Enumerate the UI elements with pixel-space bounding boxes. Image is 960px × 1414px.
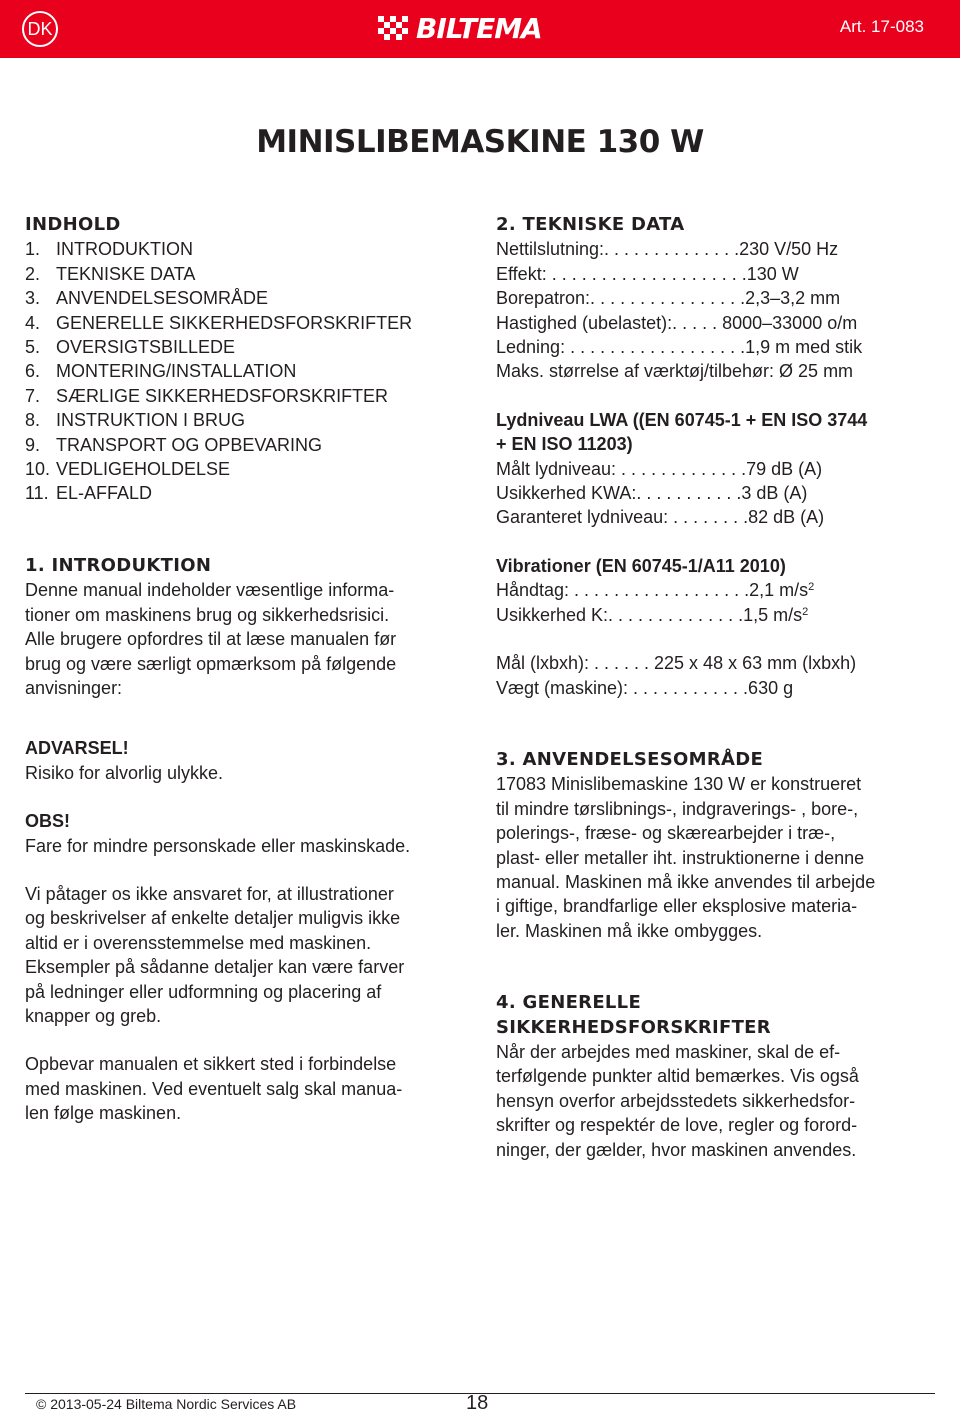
- spec-line: Borepatron:. . . . . . . . . . . . . . . .2,3–3,2 mm: [496, 288, 841, 309]
- safety-line: hensyn overfor arbejdsstedets sikkerhedsfor-: [496, 1090, 856, 1111]
- note-label: OBS!: [25, 811, 70, 832]
- logo-wordmark: BILTEMA: [416, 12, 542, 45]
- usage-line: 17083 Minislibemaskine 130 W er konstrueret: [496, 774, 862, 795]
- vibration-heading: Vibrationer (EN 60745-1/A11 2010): [496, 555, 786, 576]
- storage-line: med maskinen. Ved eventuelt salg skal manua-: [25, 1078, 403, 1099]
- toc-item-label: TEKNISKE DATA: [56, 263, 196, 284]
- vibration-uncertainty-line: [496, 603, 941, 627]
- toc-item-number: 3.: [25, 288, 41, 309]
- warning-label: ADVARSEL!: [25, 738, 129, 759]
- noise-spec-line: Målt lydniveau: . . . . . . . . . . . . .79 dB (A): [496, 458, 823, 479]
- left-column: [25, 213, 470, 1126]
- toc-item-label: INSTRUKTION I BRUG: [56, 410, 246, 431]
- noise-heading-line: Lydniveau LWA ((EN 60745-1 + EN ISO 3744: [496, 409, 868, 430]
- spec-line: Maks. størrelse af værktøj/tilbehør: Ø 25 mm: [496, 361, 854, 382]
- vibration-handle-value: Håndtag: . . . . . . . . . . . . . . . . . .2,1 m/s: [496, 580, 809, 601]
- header-bar: [0, 0, 960, 58]
- toc-item-label: INTRODUKTION: [56, 239, 193, 260]
- spec-line: Nettilslutning:. . . . . . . . . . . . . .230 V/50 Hz: [496, 239, 839, 260]
- toc-item: [25, 433, 470, 457]
- disclaimer-line: altid er i overensstemmelse med maskinen.: [25, 932, 372, 953]
- toc-item-number: 4.: [25, 312, 41, 333]
- usage-line: plast- eller metaller iht. instruktionerne i denne: [496, 847, 865, 868]
- toc-item-label: EL-AFFALD: [56, 483, 153, 504]
- disclaimer-line: knapper og greb.: [25, 1005, 162, 1026]
- toc-item: [25, 457, 470, 481]
- toc-item-label: TRANSPORT OG OPBEVARING: [56, 434, 323, 455]
- unit-superscript: 2: [802, 605, 809, 618]
- disclaimer-line: Vi påtager os ikke ansvaret for, at illustrationer: [25, 883, 394, 904]
- toc-item-label: GENERELLE SIKKERHEDSFORSKRIFTER: [56, 312, 413, 333]
- usage-line: ler. Maskinen må ikke ombygges.: [496, 920, 763, 941]
- toc-item-label: SÆRLIGE SIKKERHEDSFORSKRIFTER: [56, 385, 389, 406]
- toc-item-label: MONTERING/INSTALLATION: [56, 361, 297, 382]
- toc-item-number: 1.: [25, 239, 41, 260]
- noise-heading-line: + EN ISO 11203): [496, 434, 633, 455]
- safety-line: Når der arbejdes med maskiner, skal de ef-: [496, 1041, 841, 1062]
- spec-line: Effekt: . . . . . . . . . . . . . . . . . . . .130 W: [496, 263, 799, 284]
- intro-line: Alle brugere opfordres til at læse manualen før: [25, 629, 397, 650]
- warning-text: Risiko for alvorlig ulykke.: [25, 762, 224, 783]
- spec-line: Hastighed (ubelastet):. . . . . 8000–33000 o/m: [496, 312, 858, 333]
- toc-item: [25, 335, 470, 359]
- toc-item-label: VEDLIGEHOLDELSE: [56, 459, 231, 480]
- usage-line: polerings-, fræse- og skærearbejder i træ-,: [496, 823, 836, 844]
- toc-item-number: 2.: [25, 263, 41, 284]
- storage-line: len følge maskinen.: [25, 1103, 182, 1124]
- vibration-uncertainty-value: Usikkerhed K:. . . . . . . . . . . . . .1,5 m/s: [496, 604, 803, 625]
- safety-heading: SIKKERHEDSFORSKRIFTER: [496, 1016, 771, 1038]
- disclaimer-line: og beskrivelser af enkelte detaljer muligvis ikke: [25, 908, 401, 929]
- noise-spec-line: Garanteret lydniveau: . . . . . . . .82 dB (A): [496, 507, 825, 528]
- toc-item: [25, 237, 470, 261]
- toc-item: [25, 359, 470, 383]
- toc-item: [25, 384, 470, 408]
- toc-item-number: 11.: [25, 483, 49, 504]
- unit-superscript: 2: [808, 581, 815, 594]
- article-number: Art. 17-083: [839, 17, 924, 36]
- storage-line: Opbevar manualen et sikkert sted i forbindelse: [25, 1054, 397, 1075]
- biltema-logo: [378, 12, 588, 46]
- toc-item-label: ANVENDELSESOMRÅDE: [56, 288, 269, 309]
- toc-item-number: 9.: [25, 434, 41, 455]
- toc-heading: INDHOLD: [25, 214, 121, 235]
- noise-spec-line: Usikkerhed KWA:. . . . . . . . . . .3 dB (A): [496, 483, 808, 504]
- safety-line: ninger, der gælder, hvor maskinen anvendes.: [496, 1139, 857, 1160]
- toc-item: [25, 286, 470, 310]
- usage-line: i giftige, brandfarlige eller eksplosive materia-: [496, 896, 858, 917]
- safety-heading: 4. GENERELLE: [496, 992, 642, 1014]
- toc-item-number: 7.: [25, 385, 41, 406]
- weight-line: Vægt (maskine): . . . . . . . . . . . .630 g: [496, 677, 794, 698]
- right-column: [496, 213, 941, 1162]
- page-number: 18: [466, 1392, 489, 1414]
- dimensions-line: Mål (lxbxh): . . . . . . 225 x 48 x 63 mm (lxbxh): [496, 653, 857, 674]
- toc-item-number: 5.: [25, 337, 41, 358]
- toc-item-number: 10.: [25, 459, 51, 480]
- intro-line: anvisninger:: [25, 677, 123, 698]
- disclaimer-line: Eksempler på sådanne detaljer kan være farver: [25, 957, 405, 978]
- page-title: MINISLIBEMASKINE 130 W: [256, 124, 704, 160]
- usage-line: til mindre tørslibnings-, indgraverings- , bore-,: [496, 798, 859, 819]
- toc-item: [25, 408, 470, 432]
- intro-line: Denne manual indeholder væsentlige informa-: [25, 580, 395, 601]
- disclaimer-line: på ledninger eller udformning og placering af: [25, 981, 382, 1002]
- safety-line: skrifter og respektér de love, regler og forord-: [496, 1115, 858, 1136]
- vibration-handle-line: [496, 578, 941, 602]
- note-text: Fare for mindre personskade eller maskinskade.: [25, 835, 411, 856]
- toc-item-number: 8.: [25, 410, 41, 431]
- intro-line: tioner om maskinens brug og sikkerhedsrisici.: [25, 604, 390, 625]
- toc-item: [25, 262, 470, 286]
- spec-line: Ledning: . . . . . . . . . . . . . . . . . .1,9 m med stik: [496, 337, 863, 358]
- tech-heading: 2. TEKNISKE DATA: [496, 214, 685, 235]
- toc-item: [25, 311, 470, 335]
- intro-line: brug og være særligt opmærksom på følgende: [25, 653, 397, 674]
- toc-item: [25, 481, 470, 505]
- language-badge: DK: [22, 11, 58, 47]
- usage-heading: 3. ANVENDELSESOMRÅDE: [496, 748, 764, 770]
- usage-line: manual. Maskinen må ikke anvendes til arbejde: [496, 871, 876, 892]
- intro-heading: 1. INTRODUKTION: [25, 554, 212, 576]
- toc-item-number: 6.: [25, 361, 41, 382]
- checkered-flag-icon: [378, 16, 410, 42]
- toc-item-label: OVERSIGTSBILLEDE: [56, 337, 236, 358]
- table-of-contents: [25, 237, 470, 505]
- copyright: © 2013-05-24 Biltema Nordic Services AB: [36, 1396, 297, 1412]
- safety-line: terfølgende punkter altid bemærkes. Vis også: [496, 1066, 859, 1087]
